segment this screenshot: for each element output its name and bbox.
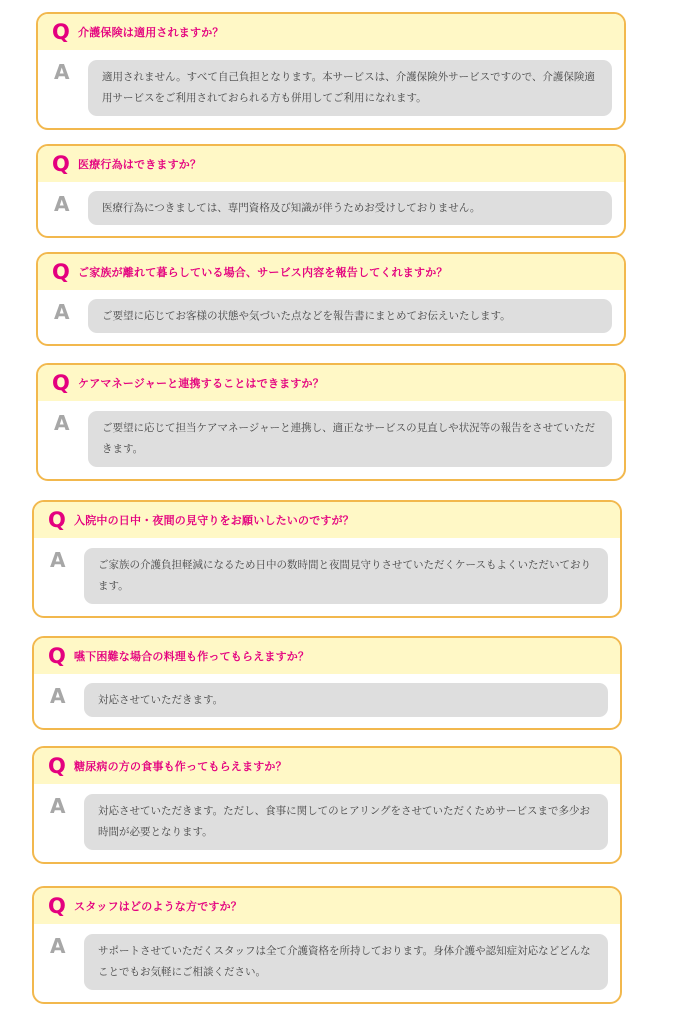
- answer-marker: A: [54, 192, 70, 216]
- answer-marker: A: [50, 934, 66, 958]
- question-marker: Q: [48, 753, 66, 778]
- answer-text: ご要望に応じてお客様の状態や気づいた点などを報告書にまとめてお伝えいたします。: [88, 299, 612, 333]
- question-marker: Q: [52, 259, 70, 284]
- question-text: 糖尿病の方の食事も作ってもらえますか？: [74, 760, 287, 773]
- question-marker: Q: [52, 151, 70, 176]
- faq-item-family-report: [36, 252, 626, 346]
- question-text: ケアマネージャーと連携することはできますか？: [78, 377, 324, 390]
- question-row: [34, 638, 620, 674]
- answer-text: ご要望に応じて担当ケアマネージャーと連携し、適正なサービスの見直しや状況等の報告をさせていただきます。: [88, 411, 612, 467]
- faq-item-care-manager: [36, 363, 626, 481]
- answer-text: 対応させていただきます。ただし、食事に関してのヒアリングをさせていただくためサービスまで多少お時間が必要となります。: [84, 794, 608, 850]
- answer-text: 対応させていただきます。: [84, 683, 608, 717]
- faq-item-swallowing: [32, 636, 622, 730]
- answer-text: 適用されません。すべて自己負担となります。本サービスは、介護保険外サービスですので、介護保険適用サービスをご利用されておられる方も併用してご利用になれます。: [88, 60, 612, 116]
- question-text: 入院中の日中・夜間の見守りをお願いしたいのですが？: [74, 514, 354, 527]
- question-marker: Q: [52, 370, 70, 395]
- answer-text: 医療行為につきましては、専門資格及び知識が伴うためお受けしておりません。: [88, 191, 612, 225]
- answer-marker: A: [50, 548, 66, 572]
- question-row: [38, 365, 624, 401]
- question-text: 嚥下困難な場合の料理も作ってもらえますか？: [74, 650, 310, 663]
- question-text: 医療行為はできますか？: [78, 158, 202, 171]
- question-row: [38, 146, 624, 182]
- answer-text: サポートさせていただくスタッフは全て介護資格を所持しております。身体介護や認知症対応などどんなことでもお気軽にご相談ください。: [84, 934, 608, 990]
- answer-marker: A: [54, 411, 70, 435]
- faq-item-staff: [32, 886, 622, 1004]
- answer-marker: A: [50, 794, 66, 818]
- question-marker: Q: [48, 643, 66, 668]
- faq-item-hospital-watch: [32, 500, 622, 618]
- question-row: [38, 254, 624, 290]
- faq-item-diabetes: [32, 746, 622, 864]
- question-row: [38, 14, 624, 50]
- question-marker: Q: [48, 893, 66, 918]
- question-marker: Q: [48, 507, 66, 532]
- question-row: [34, 748, 620, 784]
- answer-marker: A: [54, 300, 70, 324]
- faq-item-medical: [36, 144, 626, 238]
- answer-marker: A: [54, 60, 70, 84]
- question-row: [34, 502, 620, 538]
- answer-text: ご家族の介護負担軽減になるため日中の数時間と夜間見守りさせていただくケースもよくいただいております。: [84, 548, 608, 604]
- question-text: 介護保険は適用されますか？: [78, 26, 224, 39]
- answer-marker: A: [50, 684, 66, 708]
- question-marker: Q: [52, 19, 70, 44]
- faq-item-insurance: [36, 12, 626, 130]
- question-row: [34, 888, 620, 924]
- question-text: スタッフはどのような方ですか？: [74, 900, 242, 913]
- question-text: ご家族が離れて暮らしている場合、サービス内容を報告してくれますか？: [78, 266, 448, 279]
